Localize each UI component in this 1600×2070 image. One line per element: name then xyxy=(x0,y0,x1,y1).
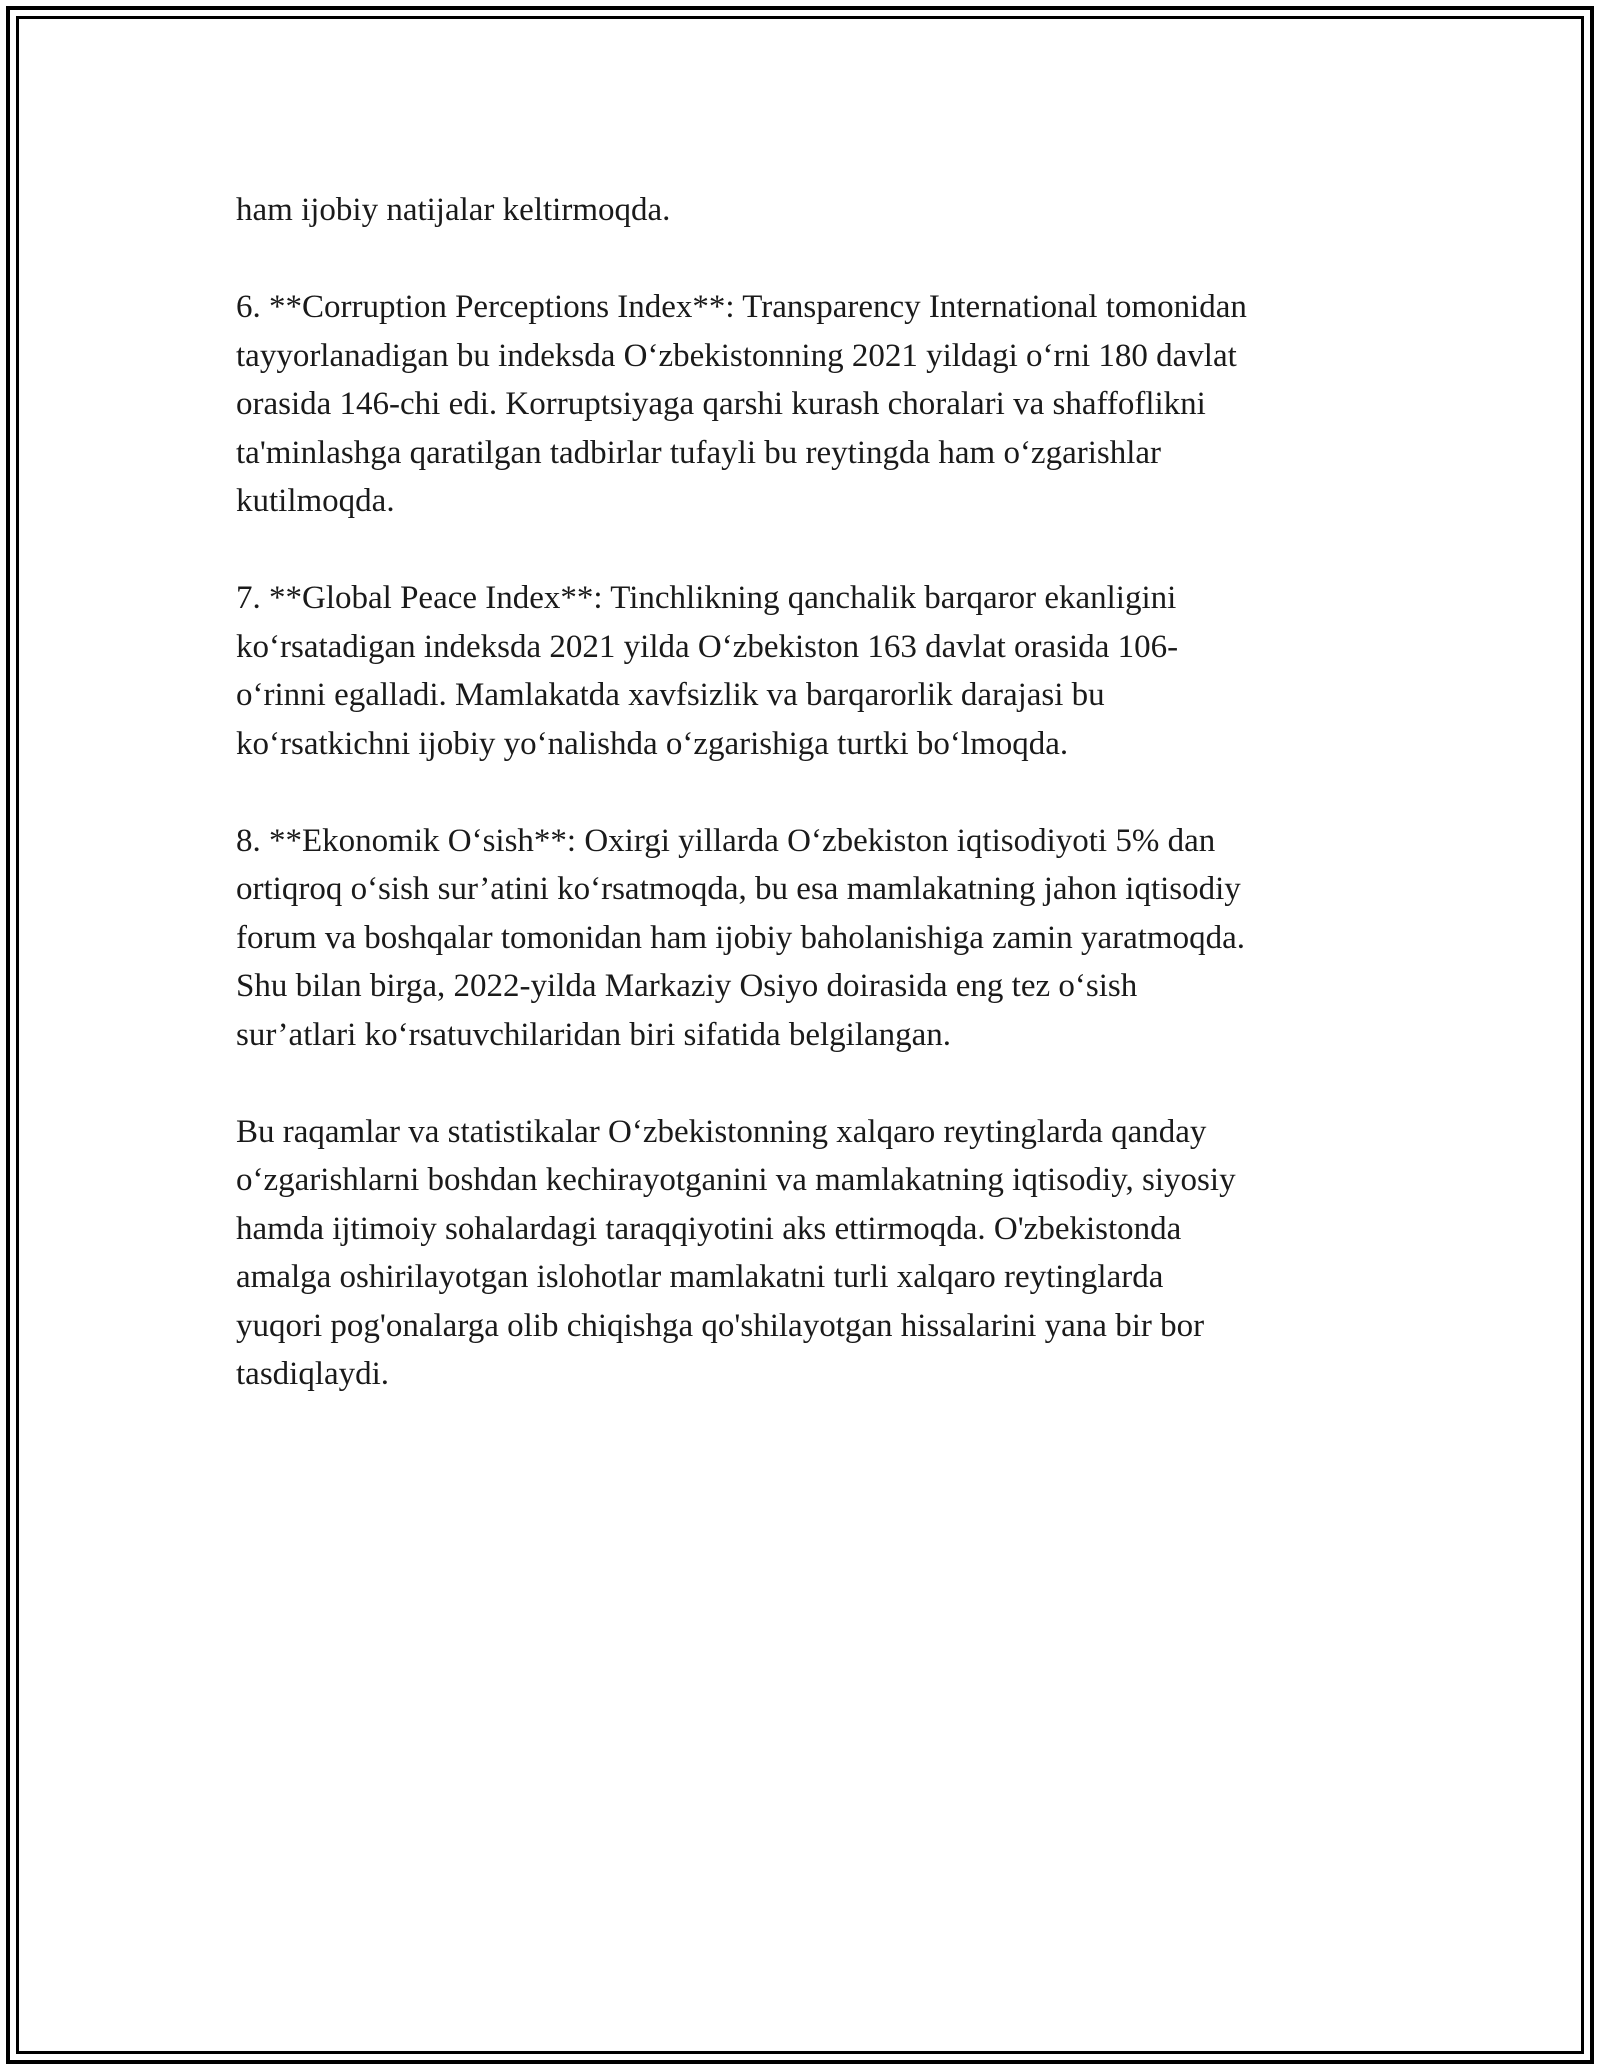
paragraph-economic-growth: 8. **Ekonomik O‘sish**: Oxirgi yillarda O‘zbekiston iqtisodiyoti 5% dan ortiqroq o‘sish sur’atini ko‘rsatmoqda, bu esa mamlakatning jahon iqtisodiy forum va boshqalar tomonidan ham ijobiy baholanishiga zamin yaratmoqda. Shu bilan birga, 2022-yilda Markaziy Osiyo doirasida eng tez o‘sish sur’atlari ko‘rsatuvchilaridan biri sifatida belgilangan. xyxy=(236,822,1245,1053)
paragraph-corruption-perceptions-index: 6. **Corruption Perceptions Index**: Transparency International tomonidan tayyorlanadigan bu indeksda O‘zbekistonning 2021 yildagi o‘rni 180 davlat orasida 146-chi edi. Korruptsiyaga qarshi kurash choralari va shaffoflikni ta'minlashga qaratilgan tadbirlar tufayli bu reytingda ham o‘zgarishlar kutilmoqda. xyxy=(236,289,1247,519)
document-body xyxy=(236,186,1376,1447)
paragraph-conclusion: Bu raqamlar va statistikalar O‘zbekistonning xalqaro reytinglarda qanday o‘zgarishlarni boshdan kechirayotganini va mamlakatning iqtisodiy, siyosiy hamda ijtimoiy sohalardagi taraqqiyotini aks ettirmoqda. O'zbekistonda amalga oshirilayotgan islohotlar mamlakatni turli xalqaro reytinglarda yuqori pog'onalarga olib chiqishga qo'shilayotgan hissalarini yana bir bor tasdiqlaydi. xyxy=(236,1113,1236,1392)
paragraph-global-peace-index: 7. **Global Peace Index**: Tinchlikning qanchalik barqaror ekanligini ko‘rsatadigan indeksda 2021 yilda O‘zbekiston 163 davlat orasida 106- o‘rinni egalladi. Mamlakatda xavfsizlik va barqarorlik darajasi bu ko‘rsatkichni ijobiy yo‘nalishda o‘zgarishiga turtki bo‘lmoqda. xyxy=(236,580,1179,762)
paragraph-continuation: ham ijobiy natijalar keltirmoqda. xyxy=(236,192,671,228)
